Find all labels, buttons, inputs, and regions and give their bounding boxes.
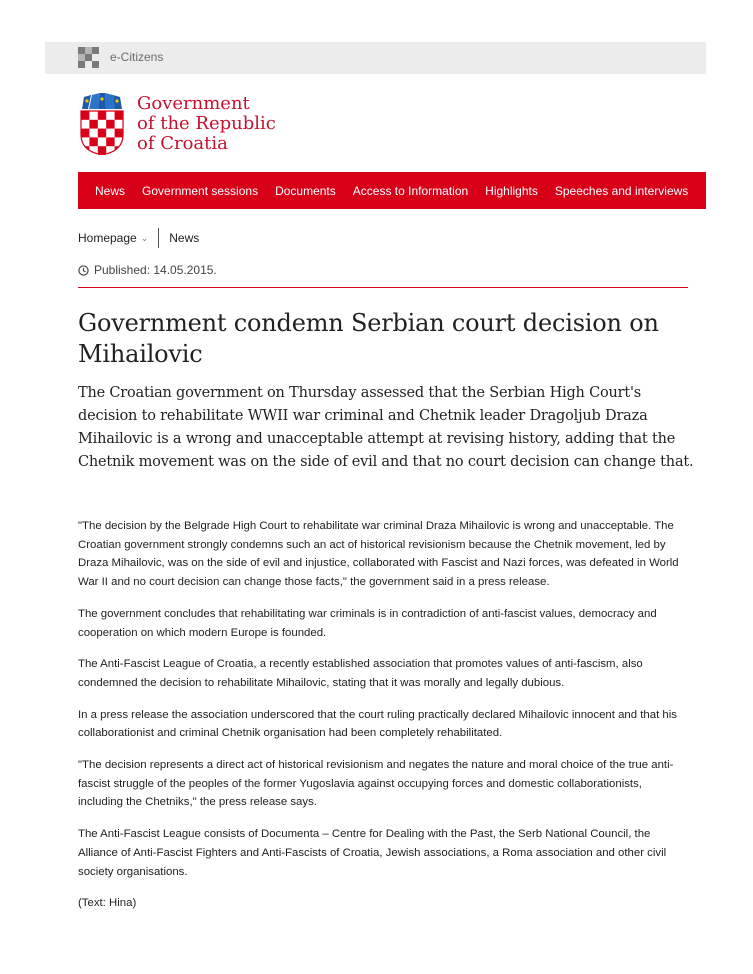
breadcrumb: [78, 229, 199, 247]
croatian-coat-of-arms-logo[interactable]: [80, 93, 124, 155]
main-navigation: [78, 172, 706, 209]
brand-line-2: of the Republic: [137, 113, 276, 134]
nav-item-access-to-information[interactable]: Access to Information: [352, 183, 469, 198]
nav-item-speeches-and-interviews[interactable]: Speeches and interviews: [554, 183, 689, 198]
article-paragraph: The Anti-Fascist League consists of Documenta – Centre for Dealing with the Past, the Serb National Council, the Alliance of Anti-Fascist Fighters and Anti-Fascists of Croatia, Jewish associations, a Roma association and other civil society organisations.: [78, 828, 667, 878]
article-body: [78, 517, 686, 926]
e-citizens-link[interactable]: e-Citizens: [110, 50, 164, 64]
article-paragraph: "The decision represents a direct act of historical revisionism and negates the nature and moral choice of the true anti-fascist struggle of the peoples of the former Yugoslavia against occupying forces and domestic collaborationists, including the Chetniks," the press release says.: [78, 759, 674, 809]
article-paragraph: In a press release the association underscored that the court ruling practically declared Mihailovic innocent and that his collaborationist and criminal Chetnik organisation had been completely rehabilitated.: [78, 708, 677, 740]
header-divider: [78, 287, 688, 288]
breadcrumb-divider: [158, 228, 159, 248]
article-lead: The Croatian government on Thursday assessed that the Serbian High Court's decision to rehabilitate WWII war criminal and Chetnik leader Dragoljub Draza Mihailovic is a wrong and unacceptable attempt at revising history, adding that the Chetnik movement was on the side of evil and that no court decision can change that.: [78, 385, 694, 470]
article-paragraph: The Anti-Fascist League of Croatia, a recently established association that promotes values of anti-fascism, also condemned the decision to rehabilitate Mihailovic, stating that it was morally and legally dubious.: [78, 658, 643, 689]
publish-date: [78, 263, 217, 277]
article-source: (Text: Hina): [78, 897, 137, 910]
nav-item-government-sessions[interactable]: Government sessions: [142, 183, 259, 198]
nav-item-highlights[interactable]: Highlights: [485, 183, 538, 198]
crown-icon: [82, 93, 122, 109]
publish-date-text: Published: 14.05.2015.: [94, 263, 217, 277]
nav-item-news[interactable]: News: [95, 183, 126, 198]
brand-line-3: of Croatia: [137, 133, 228, 154]
breadcrumb-home-link[interactable]: Homepage: [78, 231, 137, 245]
chevron-down-icon[interactable]: ⌄: [140, 232, 149, 243]
article-paragraph: "The decision by the Belgrade High Court to rehabilitate war criminal Draza Mihailovic is wrong and unacceptable. The Croatian government strongly condemns such an act of historical revisionism because the Chetnik movement, led by Draza Mihailovic, was on the side of evil and injustice, collaborated with Fascist and Nazi forces, was defeated in World War II and no court decision can change those facts," the government said in a press release.: [78, 520, 679, 589]
article-title: Government condemn Serbian court decision on Mihailovic: [78, 309, 659, 368]
article-paragraph: The government concludes that rehabilitating war criminals is in contradiction of anti-fascist values, democracy and cooperation on which modern Europe is founded.: [78, 607, 657, 639]
checkerboard-shield-icon: [81, 111, 123, 155]
nav-item-documents[interactable]: Documents: [275, 183, 336, 198]
breadcrumb-current[interactable]: News: [169, 231, 200, 245]
clock-icon: [78, 265, 89, 276]
e-citizens-icon[interactable]: [78, 47, 99, 68]
brand-line-1: Government: [137, 93, 250, 114]
e-citizens-bar: [45, 42, 706, 74]
site-brand-name[interactable]: [137, 94, 276, 154]
